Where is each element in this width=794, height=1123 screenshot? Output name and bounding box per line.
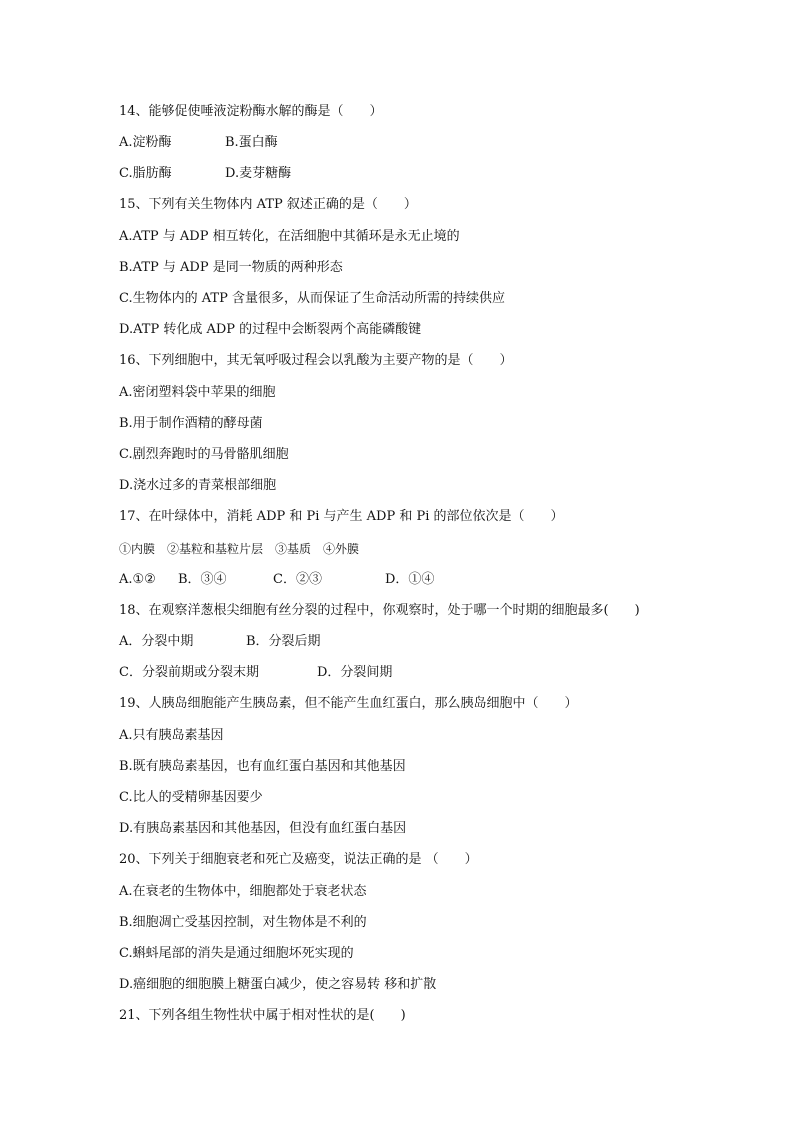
question-14-option-c: C.脂肪酶 [119,166,172,181]
question-17-option-c: C．②③ [273,572,322,587]
question-17-option-d: D．①④ [385,572,435,587]
question-15-option-c: C.生物体内的 ATP 含量很多，从而保证了生命活动所需的持续供应 [119,291,505,306]
question-20-option-c: C.蝌蚪尾部的消失是通过细胞坏死实现的 [119,946,354,961]
question-18-stem: 18、在观察洋葱根尖细胞有丝分裂的过程中，你观察时，处于哪一个时期的细胞最多( ) [119,603,640,618]
question-16-option-a: A.密闭塑料袋中苹果的细胞 [119,385,276,400]
question-17-items: ①内膜 ②基粒和基粒片层 ③基质 ④外膜 [119,542,360,556]
question-15-stem: 15、下列有关生物体内 ATP 叙述正确的是（ ） [119,197,417,212]
question-18-option-b: B．分裂后期 [246,634,321,649]
question-21-stem: 21、下列各组生物性状中属于相对性状的是( ) [119,1008,406,1023]
question-14-stem: 14、能够促使唾液淀粉酶水解的酶是（ ） [119,104,383,119]
question-17-stem: 17、在叶绿体中，消耗 ADP 和 Pi 与产生 ADP 和 Pi 的部位依次是（ ） [119,509,564,524]
question-19-stem: 19、人胰岛细胞能产生胰岛素，但不能产生血红蛋白，那么胰岛细胞中（ ） [119,696,578,711]
question-20-option-b: B.细胞凋亡受基因控制，对生物体是不利的 [119,915,367,930]
question-15-option-b: B.ATP 与 ADP 是同一物质的两种形态 [119,260,343,275]
question-20-option-a: A.在衰老的生物体中，细胞都处于衰老状态 [119,884,367,899]
question-18-option-a: A．分裂中期 [119,634,194,649]
question-17-option-b: B．③④ [178,572,227,587]
question-16-option-d: D.浇水过多的青菜根部细胞 [119,478,277,493]
question-14-option-d: D.麦芽糖酶 [225,166,292,181]
question-19-option-c: C.比人的受精卵基因要少 [119,790,263,805]
question-18-option-c: C．分裂前期或分裂末期 [119,665,259,680]
question-20-stem: 20、下列关于细胞衰老和死亡及癌变，说法正确的是 （ ） [119,852,478,867]
question-18-option-d: D．分裂间期 [317,665,393,680]
question-19-option-b: B.既有胰岛素基因，也有血红蛋白基因和其他基因 [119,759,406,774]
question-19-option-d: D.有胰岛素基因和其他基因，但没有血红蛋白基因 [119,821,407,836]
question-17-option-a: A.①② [119,572,156,587]
question-20-option-d: D.癌细胞的细胞膜上糖蛋白减少，使之容易转 移和扩散 [119,977,437,992]
question-16-stem: 16、下列细胞中，其无氧呼吸过程会以乳酸为主要产物的是（ ） [119,353,513,368]
question-16-option-b: B.用于制作酒精的酵母菌 [119,416,263,431]
question-19-option-a: A.只有胰岛素基因 [119,728,224,743]
question-15-option-a: A.ATP 与 ADP 相互转化，在活细胞中其循环是永无止境的 [119,229,460,244]
question-15-option-d: D.ATP 转化成 ADP 的过程中会断裂两个高能磷酸键 [119,322,422,337]
question-14-option-b: B.蛋白酶 [225,135,278,150]
question-14-option-a: A.淀粉酶 [119,135,172,150]
question-16-option-c: C.剧烈奔跑时的马骨骼肌细胞 [119,447,289,462]
